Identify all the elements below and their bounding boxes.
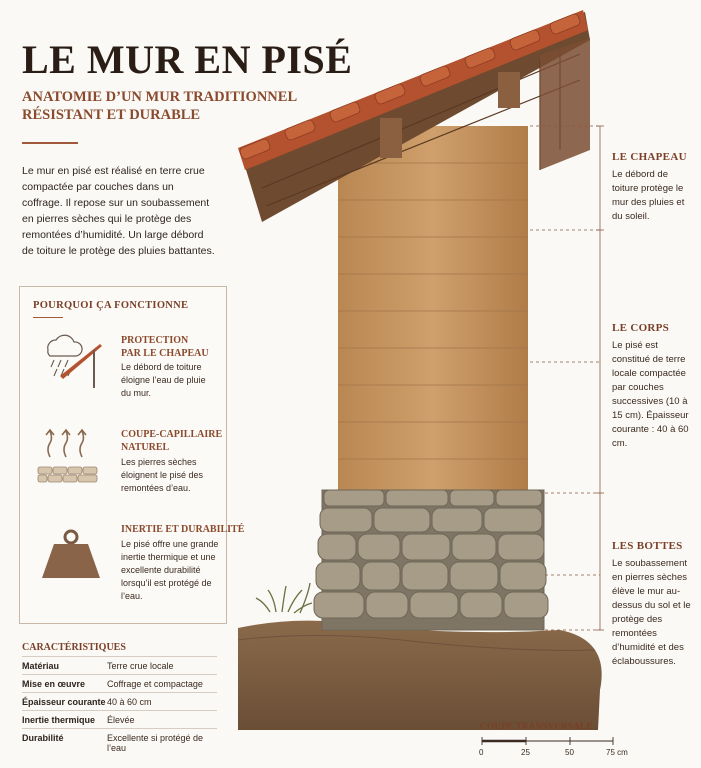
characteristics-title: CARACTÉRISTIQUES xyxy=(22,642,126,653)
why-item-2-title-line2: NATUREL xyxy=(121,442,170,453)
page-title: LE MUR EN PISÉ xyxy=(22,37,353,82)
rammed-earth-body xyxy=(338,126,528,492)
row-key: Inertie thermique xyxy=(22,715,96,725)
intro-paragraph: Le mur en pisé est réalisé en terre crue compactée par couches dans un coffrage. Il repose sur un soubassement en pierres sèches qui le protège des remontées d’humidité. Un large débord de toiture le protège des pluies battantes. xyxy=(22,165,215,257)
row-value: Terre crue locale xyxy=(107,661,174,671)
why-item-2-title-line1: COUPE-CAPILLAIRE xyxy=(121,429,223,440)
scale-title: COUPE TRANSVERSALE xyxy=(480,722,593,732)
row-key: Matériau xyxy=(22,661,60,671)
scale-tick-label: 0 xyxy=(479,748,484,757)
scale-tick-label: 75 cm xyxy=(606,748,628,757)
chapeau-text: Le débord de toiture protège le mur des pluies et du soleil. xyxy=(612,169,685,222)
row-key: Épaisseur courante xyxy=(22,697,106,707)
why-item-2-text: Les pierres sèches éloignent le pisé des remontées d’eau. xyxy=(121,457,204,493)
subtitle-line-1: ANATOMIE D’UN MUR TRADITIONNEL xyxy=(22,89,298,105)
ground xyxy=(238,621,602,730)
bottes-title: LES BOTTES xyxy=(612,540,683,552)
row-value: Coffrage et compactage xyxy=(107,679,203,689)
corps-text: Le pisé est constitué de terre locale compactée par couches successives (10 à 15 cm). Épaisseur courante : 40 à 60 cm. xyxy=(612,340,689,449)
row-key: Durabilité xyxy=(22,733,64,743)
row-value: Élevée xyxy=(107,715,135,725)
subtitle-line-2: RÉSISTANT ET DURABLE xyxy=(22,107,201,123)
why-item-1-title-line1: PROTECTION xyxy=(121,335,189,346)
scale-tick-label: 50 xyxy=(565,748,574,757)
chapeau-title: LE CHAPEAU xyxy=(612,151,687,163)
grass-tuft xyxy=(256,583,312,613)
row-value: Excellente si protégé de l’eau xyxy=(107,733,204,753)
corps-title: LE CORPS xyxy=(612,322,670,334)
scale-tick-label: 25 xyxy=(521,748,530,757)
why-item-1-text: Le débord de toiture éloigne l’eau de pluie du mur. xyxy=(121,362,206,398)
stone-plinth xyxy=(314,490,548,630)
why-item-1-title-line2: PAR LE CHAPEAU xyxy=(121,348,209,359)
bottes-text: Le soubassement en pierres sèches élève le mur au-dessus du sol et le protège des remontées d’humidité et des éclaboussures. xyxy=(612,558,691,667)
why-item-3-text: Le pisé offre une grande inertie thermique et une excellente durabilité lorsqu’il est protégé de l’eau. xyxy=(121,539,219,601)
why-item-3-title-line1: INERTIE ET DURABILITÉ xyxy=(121,524,245,535)
row-key: Mise en œuvre xyxy=(22,679,86,689)
row-value: 40 à 60 cm xyxy=(107,697,152,707)
why-panel-title: POURQUOI ÇA FONCTIONNE xyxy=(33,300,189,311)
